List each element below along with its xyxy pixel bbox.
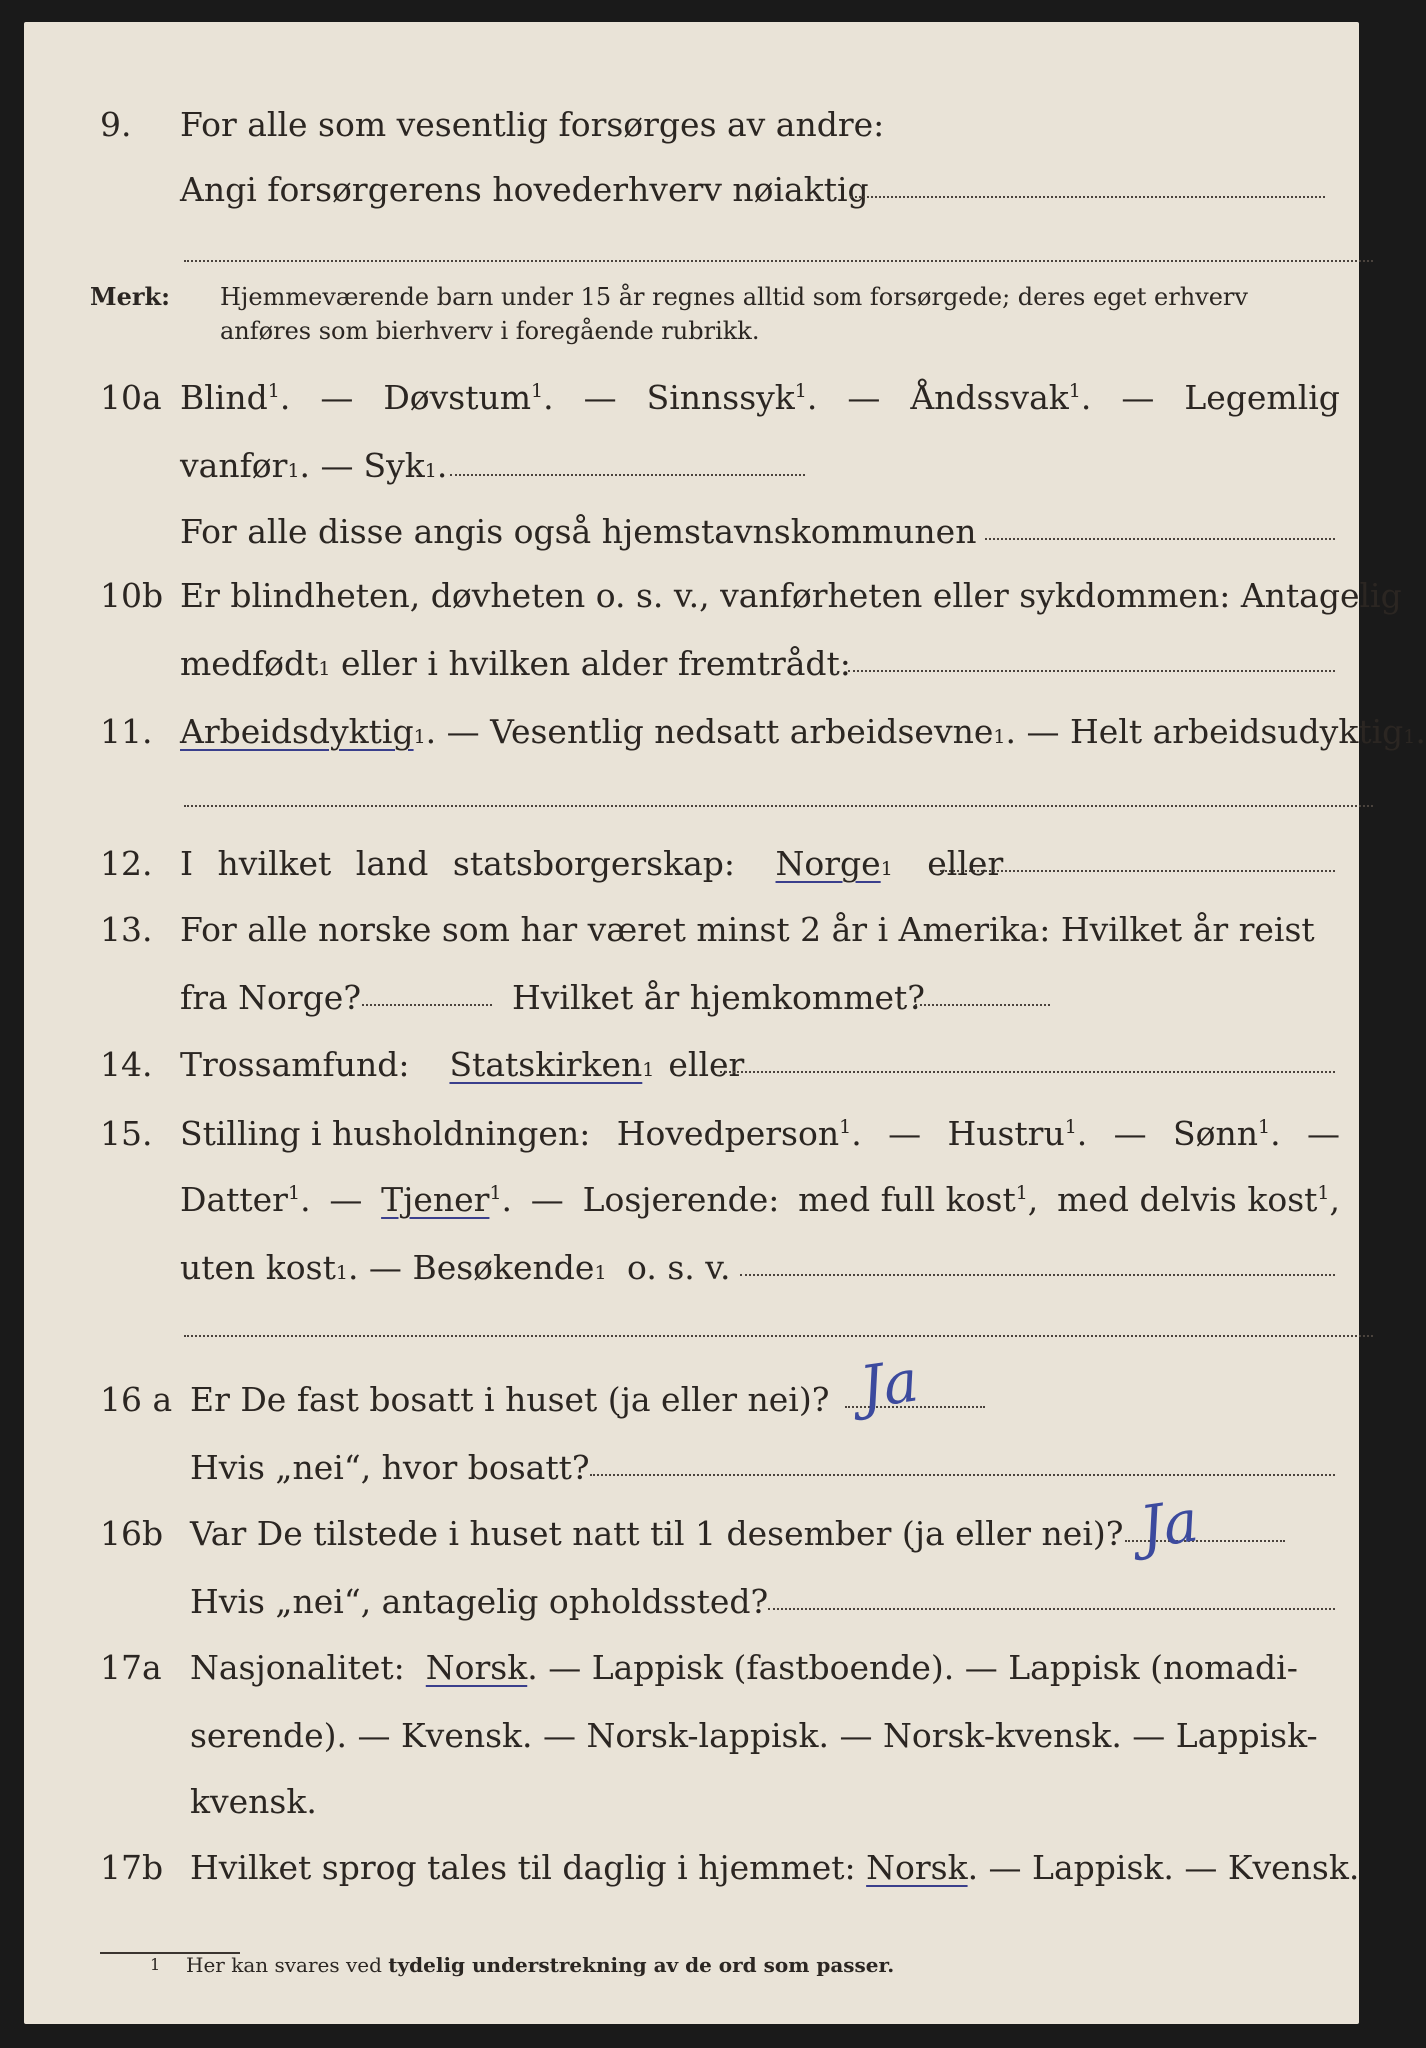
q17a-line3 [0, 1782, 1391, 1822]
q16a-handwritten-answer: Ja [855, 1346, 923, 1422]
q16a-text: Er De fast bosatt i huset (ja eller nei)? [190, 1380, 830, 1419]
q17a-line1: 17a Nasjonalitet: Norsk . — Lappisk (fastboende). — Lappisk (nomadi- [100, 1648, 1298, 1687]
q10b-line1 [0, 576, 1402, 616]
q15-uten-kost[interactable]: uten kost [180, 1248, 336, 1287]
q13-hjemkommet-field[interactable] [915, 1004, 1050, 1006]
q17a-norsk[interactable]: Norsk [425, 1648, 528, 1687]
q14-line: 14. Trossamfund: Statskirken 1 eller [0, 1045, 1391, 1085]
q16b-handwritten-answer: Ja [1135, 1486, 1203, 1562]
q9-answer-field[interactable] [850, 196, 1325, 198]
q16a-line1 [0, 1380, 1391, 1420]
q15-line3: uten kost 1 . — Besøkende 1 o. s. v. [0, 1248, 1391, 1288]
merk-label: Merk: [90, 282, 170, 311]
q16b-opholdssted-field[interactable] [768, 1608, 1335, 1610]
footnote-number: 1 [150, 1955, 161, 1974]
q10a-syk-field[interactable] [450, 474, 805, 476]
q11-udyktig[interactable]: Helt arbeidsudyktig [1069, 712, 1404, 751]
q16b-hvis-text: Hvis „nei“, antagelig opholdssted? [190, 1582, 769, 1621]
q15-besokende[interactable]: Besøkende [412, 1248, 595, 1287]
q9-answer-line2[interactable] [184, 260, 1373, 262]
q15-other-field[interactable] [740, 1274, 1335, 1276]
q16a-bosatt-field[interactable] [590, 1474, 1335, 1476]
q10a-dovstum: Døvstum [383, 378, 532, 417]
q15-datter[interactable]: Datter [180, 1180, 288, 1219]
q10a-hjemstavn-field[interactable] [985, 538, 1335, 540]
q13-hjemkommet-text: Hvilket år hjemkommet? [512, 978, 925, 1017]
q15-hustru[interactable]: Hustru [947, 1114, 1065, 1153]
q10a-andssvak: Åndssvak [910, 378, 1069, 417]
q10a-line3 [0, 512, 1391, 552]
q10b-number: 10b [100, 576, 164, 615]
q12-text: I hvilket land statsborgerskap: [180, 844, 736, 883]
q10a-vanfor: vanfør [180, 446, 288, 485]
q16b-text: Var De tilstede i huset natt til 1 desember (ja eller nei)? [190, 1514, 1124, 1553]
q9-number: 9. [100, 105, 132, 144]
q14-text: Trossamfund: [180, 1045, 410, 1084]
q11-line: 11. Arbeidsdyktig 1 . — Vesentlig nedsatt arbeidsevne 1 . — Helt arbeidsudyktig 1 . [100, 712, 1426, 751]
q10b-text: Er blindheten, døvheten o. s. v., vanførheten eller sykdommen: Antagelig [180, 576, 1402, 615]
q12-other-field[interactable] [940, 870, 1335, 872]
q17a-options-3: kvensk. [190, 1782, 317, 1821]
q15-tjener[interactable]: Tjener [381, 1180, 490, 1219]
q10a-line2: vanfør 1 . — Syk 1 . [0, 446, 1391, 486]
q9-line1 [0, 105, 1391, 145]
q9-angi-text: Angi forsørgerens hovederhverv nøiaktig [180, 170, 869, 209]
q9-text: For alle som vesentlig forsørges av andre: [180, 105, 885, 144]
q11-number: 11. [100, 712, 153, 751]
q13-reist-field[interactable] [362, 1004, 492, 1006]
q17b-label: Hvilket sprog tales til daglig i hjemmet: [190, 1848, 856, 1887]
q14-eller: eller [668, 1045, 745, 1084]
q12-norge[interactable]: Norge [775, 844, 881, 883]
q13-number: 13. [100, 910, 153, 949]
q9-line2 [0, 170, 1391, 210]
q17b-norsk[interactable]: Norsk [866, 1848, 968, 1887]
q17a-label: Nasjonalitet: [190, 1648, 405, 1687]
q16a-hvis-text: Hvis „nei“, hvor bosatt? [190, 1448, 590, 1487]
q15-full-kost[interactable]: med full kost [798, 1180, 1016, 1219]
q14-number: 14. [100, 1045, 153, 1084]
q15-label: Stilling i husholdningen: [180, 1114, 591, 1153]
q17a-number: 17a [100, 1648, 162, 1687]
q17a-options-2: serende). — Kvensk. — Norsk-lappisk. — Norsk-kvensk. — Lappisk- [190, 1716, 1318, 1755]
q11-arbeidsdyktig[interactable]: Arbeidsdyktig [180, 712, 414, 751]
q15-number: 15. [100, 1114, 153, 1153]
q17b-options: . — Lappisk. — Kvensk. [967, 1848, 1360, 1887]
q15-osv: o. s. v. [627, 1248, 731, 1287]
q13-text: For alle norske som har været minst 2 år i Amerika: Hvilket år reist [180, 910, 1315, 949]
q10a-number: 10a [100, 378, 162, 417]
q12-eller: eller [927, 844, 1004, 883]
q10a-legemlig: Legemlig [1184, 378, 1340, 417]
q10a-line1: 10a Blind$^1$. — Døvstum$^1$. — Sinnssyk$^1$. — Åndssvak$^1$. — Legemlig [100, 378, 1340, 417]
q14-other-field[interactable] [720, 1071, 1335, 1073]
q10a-sinnssyk: Sinnssyk [646, 378, 795, 417]
merk-text: Hjemmeværende barn under 15 år regnes alltid som forsørgede; deres eget erhverv anføres som bierhverv i foregående rubrikk. [220, 283, 1248, 345]
footnote-text-a: Her kan svares ved [186, 1953, 382, 1977]
q16a-line2 [0, 1448, 1391, 1488]
q15-losjerende: Losjerende: [582, 1180, 780, 1219]
footnote-text-b: tydelig understrekning av de ord som passer. [388, 1953, 895, 1977]
q11-nedsatt[interactable]: Vesentlig nedsatt arbeidsevne [490, 712, 994, 751]
q12-line: 12. I hvilket land statsborgerskap: Norge 1 eller [0, 844, 1391, 884]
q16a-number: 16 a [100, 1380, 173, 1419]
q10a-blind: Blind [180, 378, 268, 417]
q17b-line [0, 1848, 1391, 1888]
q15-line1: 15. Stilling i husholdningen: Hovedperson$^1$. — Hustru$^1$. — Sønn$^1$. — [100, 1114, 1340, 1153]
q17a-options: — Lappisk (fastboende). — Lappisk (nomadi- [548, 1648, 1298, 1687]
q17a-line2 [0, 1716, 1391, 1756]
q10b-alder-text: eller i hvilken alder fremtrådt: [330, 644, 851, 683]
q15-hovedperson[interactable]: Hovedperson [616, 1114, 840, 1153]
q16b-line2 [0, 1582, 1391, 1622]
q13-line1 [0, 910, 1391, 950]
q12-number: 12. [100, 844, 153, 883]
q10a-hjemstavn-text: For alle disse angis også hjemstavnskommunen [180, 512, 977, 551]
q10b-line2: medfødt 1 eller i hvilken alder fremtrådt: [0, 644, 1391, 684]
q15-line2: Datter$^1$. — Tjener$^1$. — Losjerende: med full kost$^1$, med delvis kost$^1$, [180, 1180, 1340, 1219]
q16b-number: 16b [100, 1514, 164, 1553]
q14-statskirken[interactable]: Statskirken [449, 1045, 643, 1084]
q10a-syk: Syk [363, 446, 425, 485]
q10b-medfodt: medfødt [180, 644, 319, 683]
q13-reist-text: fra Norge? [180, 978, 362, 1017]
q15-sonn[interactable]: Sønn [1173, 1114, 1258, 1153]
q13-line2 [0, 978, 1391, 1018]
q17b-number: 17b [100, 1848, 164, 1887]
q15-delvis-kost[interactable]: med delvis kost [1057, 1180, 1318, 1219]
q11-answer-line[interactable] [184, 805, 1373, 807]
q15-answer-line[interactable] [184, 1335, 1373, 1337]
merk-note [0, 280, 1391, 352]
q10b-alder-field[interactable] [848, 670, 1335, 672]
